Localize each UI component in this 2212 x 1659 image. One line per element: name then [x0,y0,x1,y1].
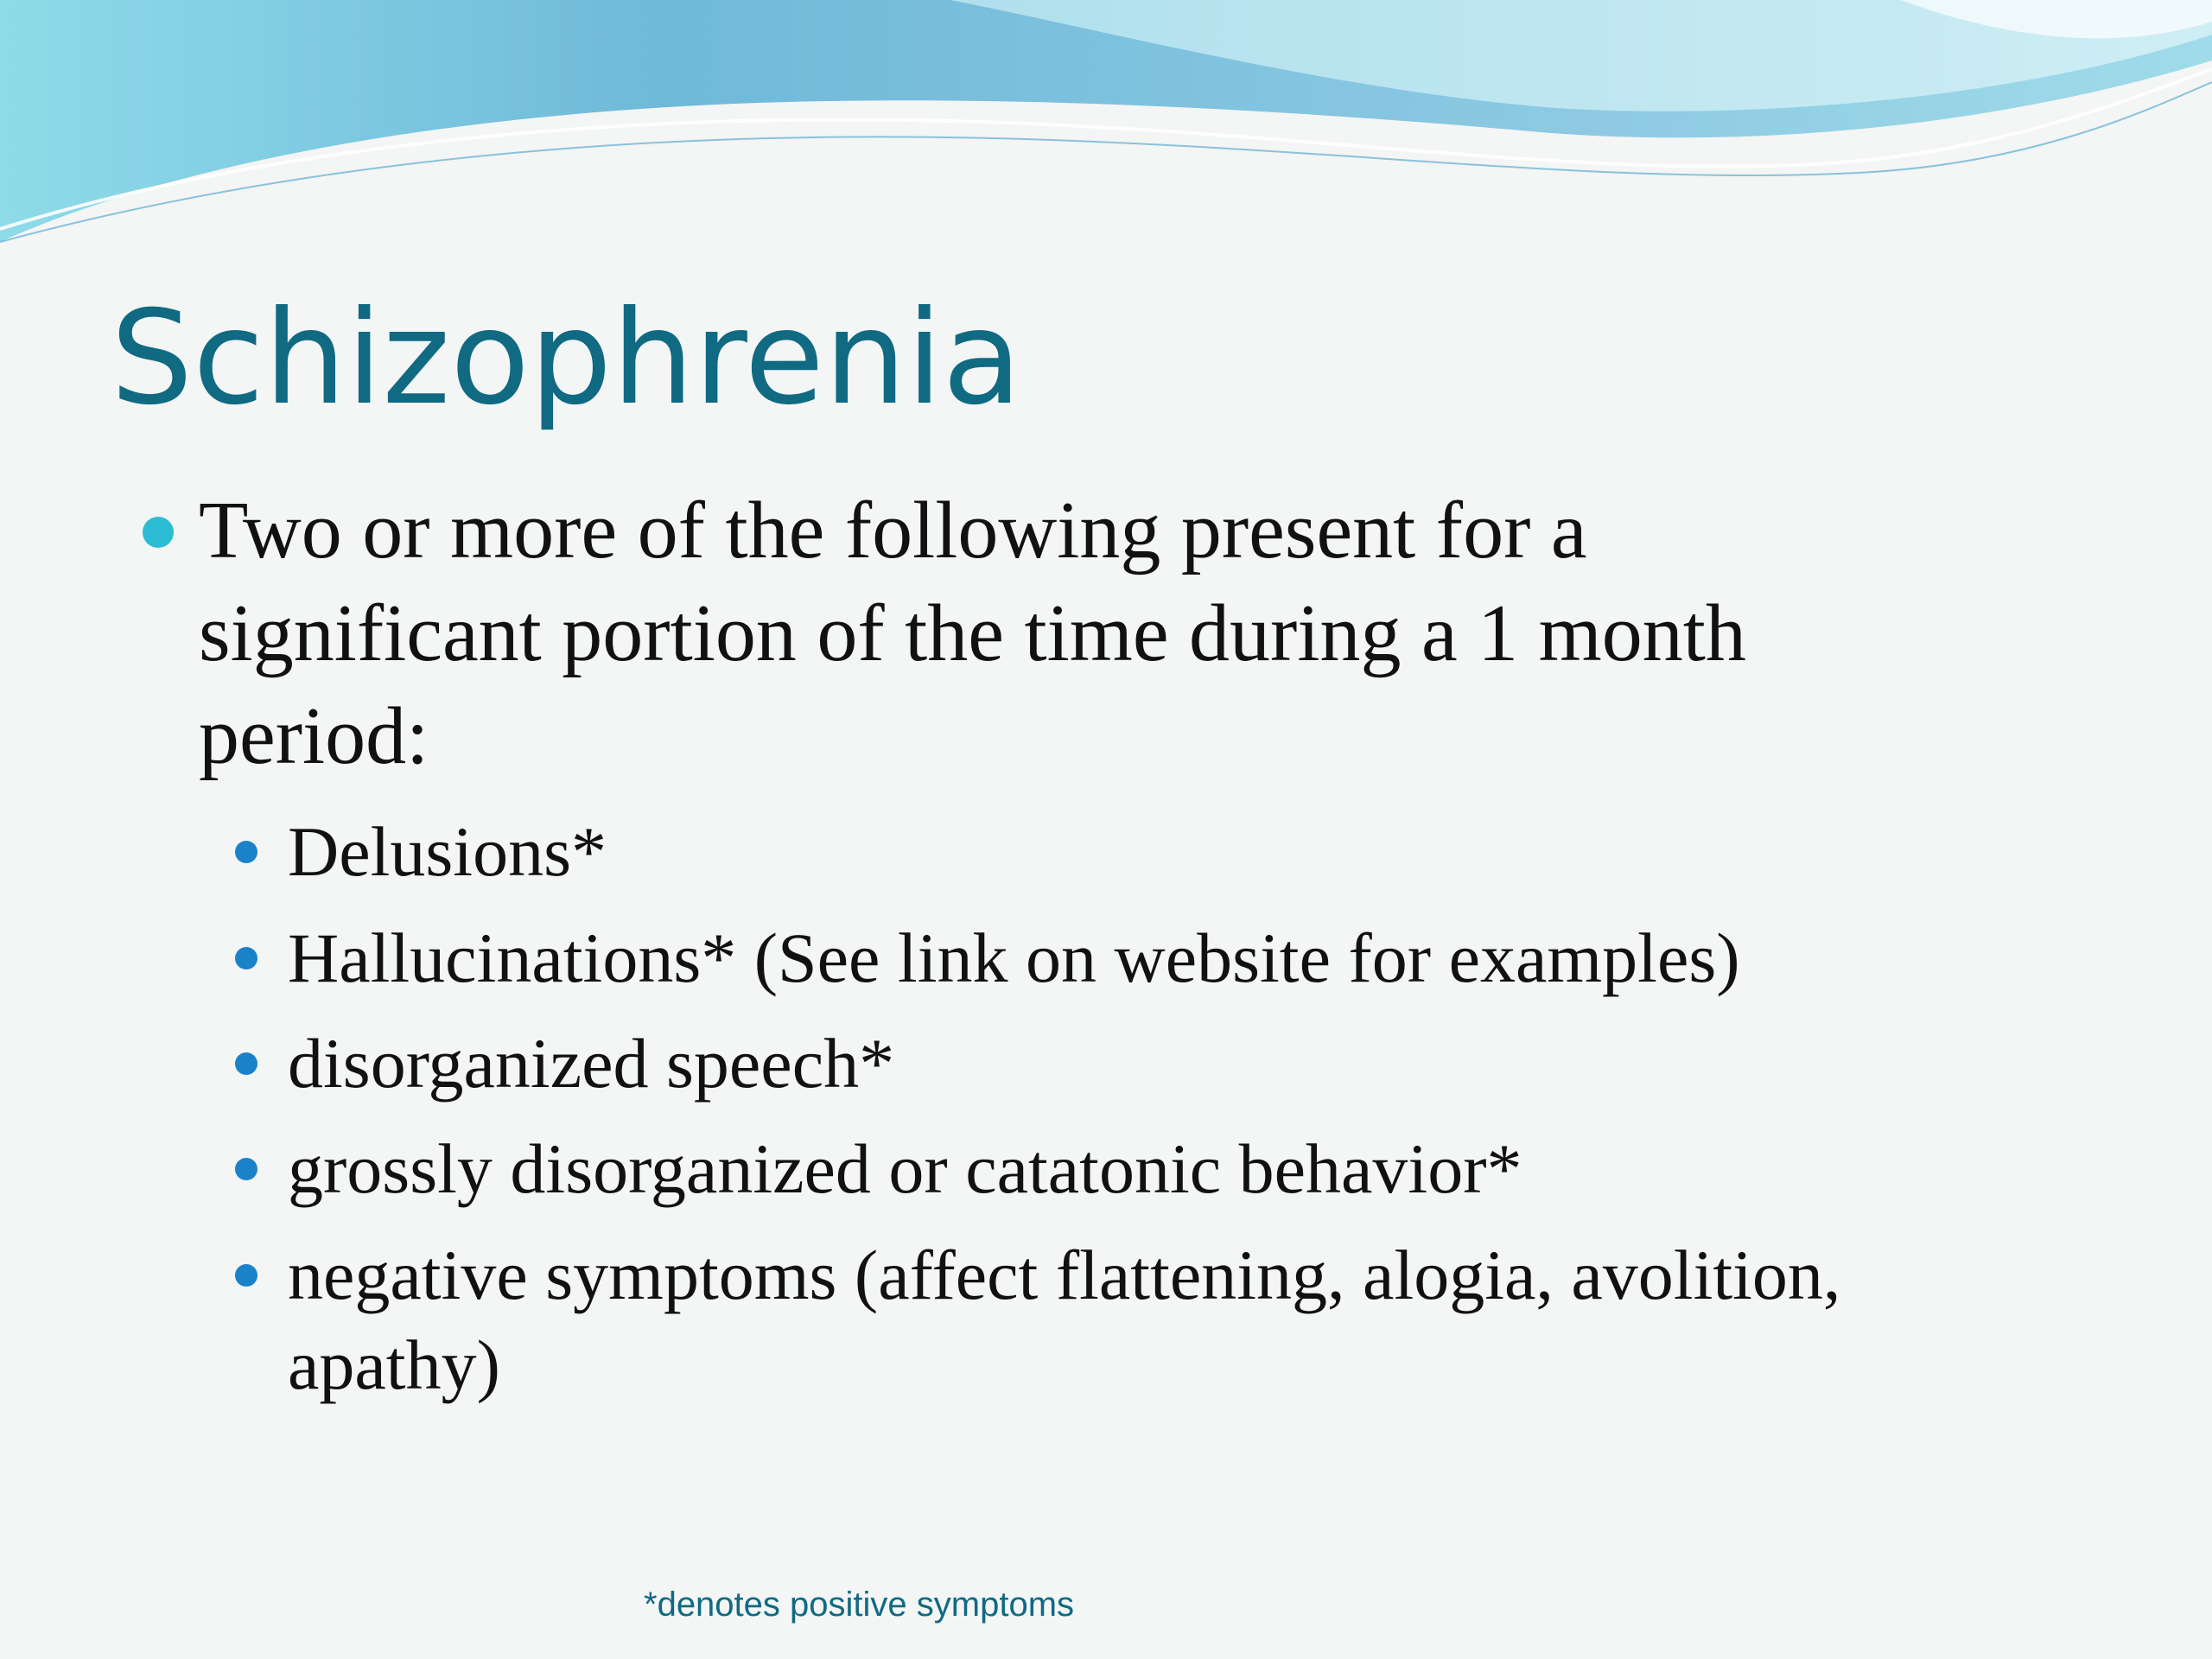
sub-bullet-negative-symptoms: negative symptoms (affect flattening, alogia, avolition, apathy) [288,1236,1841,1404]
sub-bullet-disorganized-behavior: grossly disorganized or catatonic behavior* [288,1129,1522,1208]
sub-bullet-icon [235,841,257,863]
sub-bullet-delusions: Delusions* [288,812,607,891]
footnote: *denotes positive symptoms [644,1586,1075,1624]
slide-title: Schizophrenia [111,283,1022,434]
main-bullet-text: Two or more of the following present for a significant portion of the time during a 1 month period: [199,486,1746,781]
decorative-wave-header [0,0,2212,259]
sub-bullet-disorganized-speech: disorganized speech* [288,1024,895,1103]
sub-bullet-hallucinations: Hallucinations* (See link on website for examples) [288,918,1740,997]
sub-bullet-icon [235,1052,257,1075]
sub-bullet-icon [235,1158,257,1180]
sub-bullet-icon [235,1264,257,1287]
sub-bullet-icon [235,947,257,969]
main-bullet-icon [143,517,174,548]
